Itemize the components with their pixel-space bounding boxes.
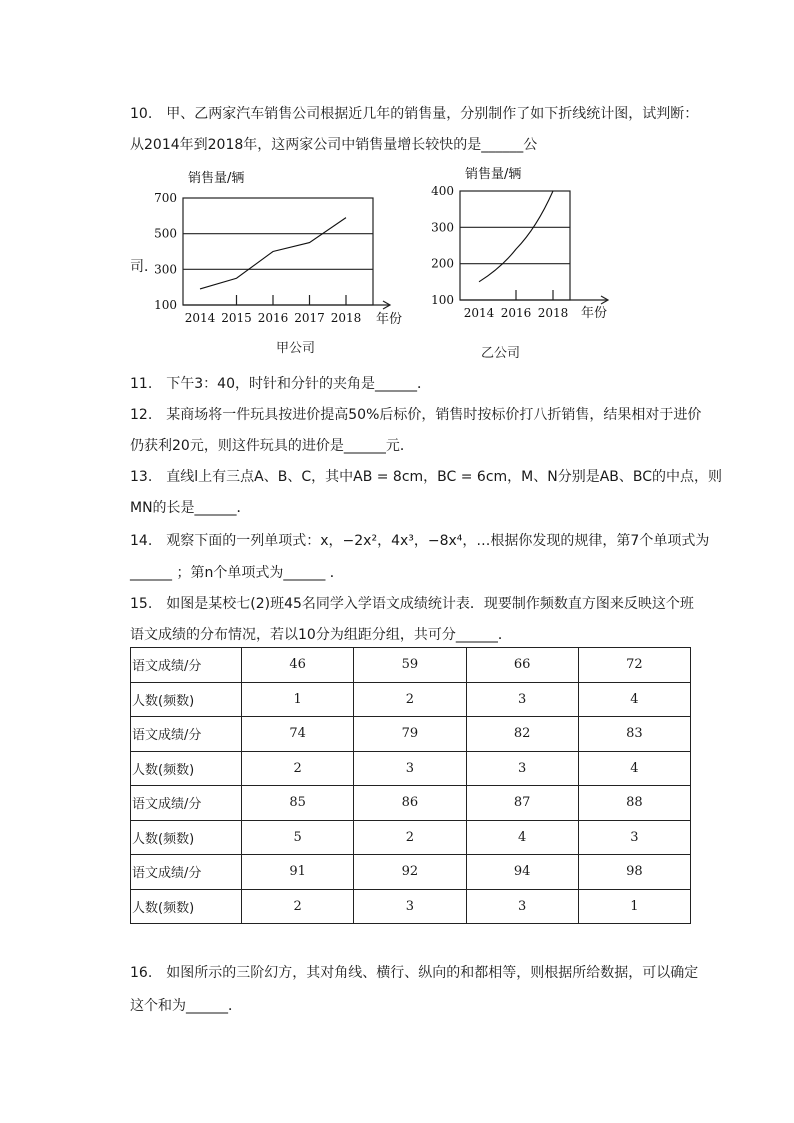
table-cell: 98 [578, 855, 690, 890]
question-11: 11. 下午3：40，时针和分针的夹角是______． [130, 376, 431, 392]
table-row-header: 语文成绩/分 [131, 786, 242, 821]
question-10-tail: 司． [130, 259, 158, 275]
table-row-header: 人数(频数) [131, 820, 242, 855]
table-row-header: 语文成绩/分 [131, 855, 242, 890]
table-row [131, 717, 691, 752]
chart-1-ytick: 200 [431, 256, 454, 271]
chart-1-frame [460, 191, 570, 300]
table-cell: 46 [242, 648, 354, 683]
table-row-header: 人数(频数) [131, 889, 242, 924]
table-cell: 3 [578, 820, 690, 855]
table-row-header: 人数(频数) [131, 751, 242, 786]
table-row-header: 语文成绩/分 [131, 648, 242, 683]
table-row [131, 751, 691, 786]
table-cell: 82 [466, 717, 578, 752]
question-13-line2: MN的长是______． [130, 500, 251, 516]
chart-0-ytick: 300 [154, 262, 177, 277]
table-cell: 4 [578, 751, 690, 786]
chart-1-series-line [479, 191, 553, 282]
score-frequency-table [130, 647, 691, 924]
table-cell: 1 [242, 682, 354, 717]
table-cell: 2 [242, 751, 354, 786]
chart-jia-ylabel: 销售量/辆 [188, 171, 245, 186]
table-cell: 4 [578, 682, 690, 717]
table-row-header: 语文成绩/分 [131, 717, 242, 752]
chart-0-ytick: 700 [154, 191, 177, 205]
table-cell: 66 [466, 648, 578, 683]
chart-jia [150, 165, 420, 335]
chart-0-ytick: 500 [154, 226, 177, 241]
chart-0-series-line [200, 218, 346, 289]
chart-1-ytick: 100 [431, 293, 454, 307]
question-15-line1: 15. 如图是某校七(2)班45名同学入学语文成绩统计表．现要制作频数直方图来反映这个班 [130, 596, 694, 612]
table-cell: 1 [578, 889, 690, 924]
table-row [131, 820, 691, 855]
table-cell: 72 [578, 648, 690, 683]
table-cell: 85 [242, 786, 354, 821]
question-15-line2: 语文成绩的分布情况，若以10分为组距分组，共可分______． [130, 627, 512, 643]
table-cell: 91 [242, 855, 354, 890]
chart-0-ytick: 100 [154, 298, 177, 312]
chart-1-ytick: 400 [431, 184, 454, 198]
table-cell: 83 [578, 717, 690, 752]
chart-0-xtick: 2017 [294, 311, 325, 325]
table-cell: 2 [242, 889, 354, 924]
chart-0-frame [183, 198, 373, 305]
chart-jia-title: 甲公司 [276, 341, 316, 356]
table-cell: 3 [466, 751, 578, 786]
table-cell: 2 [354, 820, 466, 855]
chart-1-ytick: 300 [431, 220, 454, 235]
table-cell: 79 [354, 717, 466, 752]
question-14-line1: 14. 观察下面的一列单项式：x，−2x²，4x³，−8x⁴，…根据你发现的规律，第7个单项式为 [130, 533, 710, 549]
table-cell: 88 [578, 786, 690, 821]
chart-1-xtick: 2016 [500, 306, 532, 320]
question-16-line1: 16. 如图所示的三阶幻方，其对角线、横行、纵向的和都相等，则根据所给数据，可以确定 [130, 965, 699, 981]
question-12-line1: 12. 某商场将一件玩具按进价提高50%后标价，销售时按标价打八折销售，结果相对于进价 [130, 407, 702, 423]
table-cell: 3 [466, 682, 578, 717]
table-row-header: 人数(频数) [131, 682, 242, 717]
table-row [131, 786, 691, 821]
table-row [131, 889, 691, 924]
table-row [131, 682, 691, 717]
chart-0-xtick: 2016 [257, 311, 289, 325]
chart-yi [425, 160, 625, 330]
chart-yi-xlabel: 年份 [581, 306, 608, 321]
question-10-line2: 从2014年到2018年，这两家公司中销售量增长较快的是______公 [130, 137, 538, 153]
chart-jia-xlabel: 年份 [376, 312, 403, 327]
chart-0-xtick: 2018 [330, 311, 362, 325]
table-cell: 3 [354, 889, 466, 924]
table-cell: 92 [354, 855, 466, 890]
question-13-line1: 13. 直线l上有三点A、B、C，其中AB = 8cm，BC = 6cm，M、N分别是AB、BC的中点，则 [130, 469, 723, 485]
question-12-line2: 仍获利20元，则这件玩具的进价是______元． [130, 438, 414, 454]
table-cell: 86 [354, 786, 466, 821]
table-cell: 4 [466, 820, 578, 855]
question-10-line1: 10. 甲、乙两家汽车销售公司根据近几年的销售量，分别制作了如下折线统计图，试判断： [130, 106, 699, 122]
table-row [131, 855, 691, 890]
question-14-line2: ______ ；第n个单项式为______ ． [130, 565, 344, 581]
chart-yi-ylabel: 销售量/辆 [465, 167, 522, 182]
chart-0-xtick: 2014 [184, 311, 216, 325]
table-cell: 5 [242, 820, 354, 855]
question-16-line2: 这个和为______． [130, 998, 242, 1014]
table-cell: 59 [354, 648, 466, 683]
chart-yi-title: 乙公司 [481, 346, 521, 361]
table-cell: 2 [354, 682, 466, 717]
table-cell: 3 [354, 751, 466, 786]
chart-1-xtick: 2018 [537, 306, 569, 320]
table-cell: 3 [466, 889, 578, 924]
chart-0-xtick: 2015 [221, 311, 252, 325]
table-cell: 87 [466, 786, 578, 821]
table-cell: 94 [466, 855, 578, 890]
table-cell: 74 [242, 717, 354, 752]
chart-1-xtick: 2014 [463, 306, 495, 320]
table-row [131, 648, 691, 683]
